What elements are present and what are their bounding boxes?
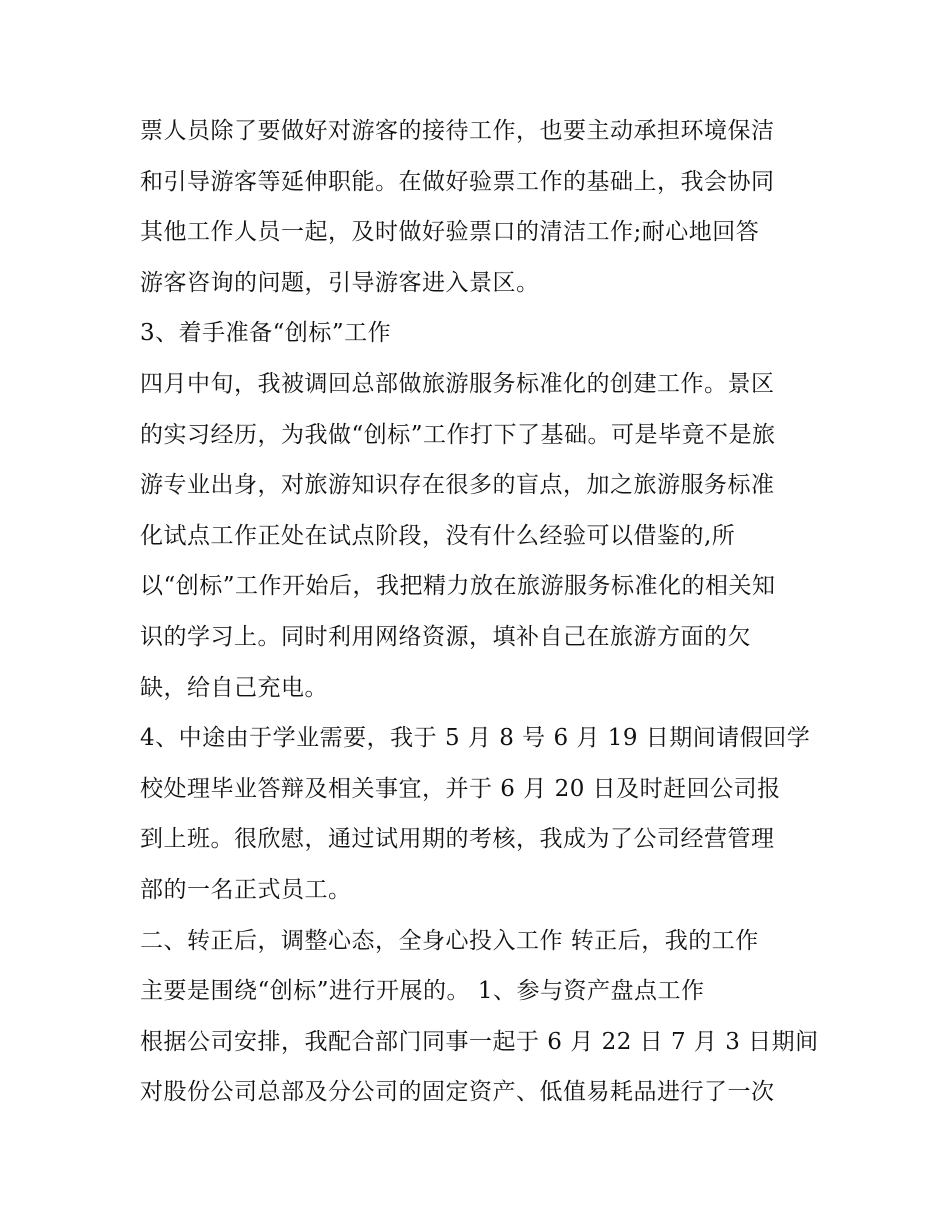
section-heading: 二、转正后，调整心态，全身心投入工作 转正后，我的工作 xyxy=(140,927,759,954)
document-body xyxy=(140,106,820,1118)
text-line: 根据公司安排，我配合部门同事一起于 6 月 22 日 7 月 3 日期间 xyxy=(140,1028,819,1055)
text-line: 部的一名正式员工。 xyxy=(140,876,352,903)
text-line: 对股份公司总部及分公司的固定资产、低值易耗品进行了一次 xyxy=(140,1079,775,1106)
text-line: 4、中途由于学业需要，我于 5 月 8 号 6 月 19 日期间请假回学 xyxy=(140,725,811,752)
text-line: 主要是围绕“创标”进行开展的。 1、参与资产盘点工作 xyxy=(140,978,705,1005)
section-heading: 3、着手准备“创标”工作 xyxy=(140,320,392,347)
text-line: 缺，给自己充电。 xyxy=(140,674,328,701)
text-line: 化试点工作正处在试点阶段，没有什么经验可以借鉴的,所 xyxy=(140,522,736,549)
text-line: 和引导游客等延伸职能。在做好验票工作的基础上，我会协同 xyxy=(140,168,775,195)
text-line: 其他工作人员一起，及时做好验票口的清洁工作;耐心地回答 xyxy=(140,219,760,246)
text-line: 以“创标”工作开始后，我把精力放在旅游服务标准化的相关知 xyxy=(140,573,776,600)
text-line: 票人员除了要做好对游客的接待工作，也要主动承担环境保洁 xyxy=(140,118,775,144)
text-line: 识的学习上。同时利用网络资源，填补自己在旅游方面的欠 xyxy=(140,623,751,650)
text-line: 校处理毕业答辩及相关事宜，并于 6 月 20 日及时赶回公司报 xyxy=(140,775,781,802)
text-line: 到上班。很欣慰，通过试用期的考核，我成为了公司经营管理 xyxy=(140,826,775,853)
text-line: 的实习经历，为我做“创标”工作打下了基础。可是毕竟不是旅 xyxy=(140,421,776,448)
text-line: 游客咨询的问题，引导游客进入景区。 xyxy=(140,269,540,296)
text-line: 四月中旬，我被调回总部做旅游服务标准化的创建工作。景区 xyxy=(140,370,775,397)
text-line: 游专业出身，对旅游知识存在很多的盲点，加之旅游服务标准 xyxy=(140,472,775,499)
